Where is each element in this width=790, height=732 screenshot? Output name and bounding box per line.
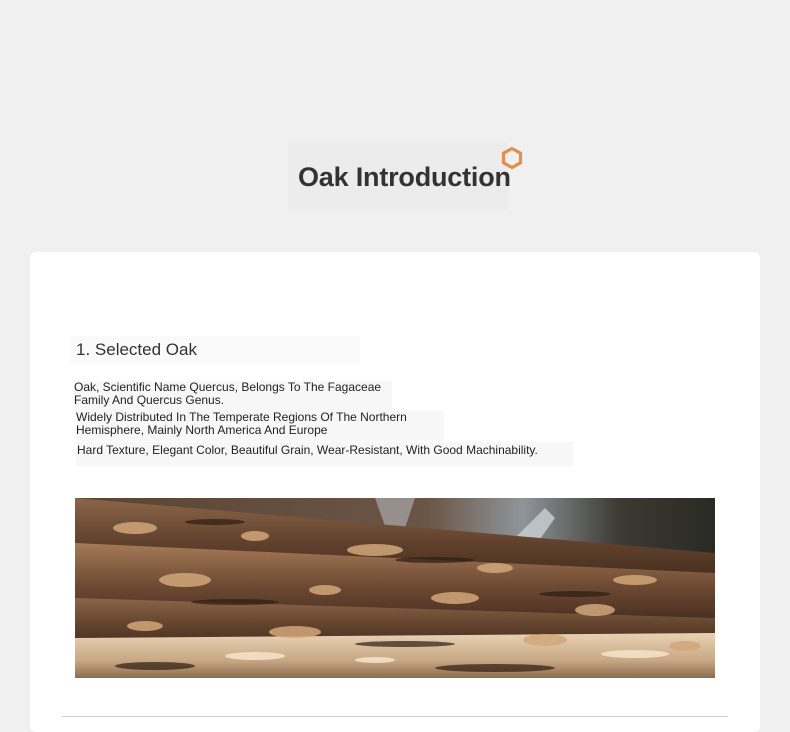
paragraph-line: Widely Distributed In The Temperate Regions Of The Northern (76, 410, 407, 424)
oak-logs-illustration (75, 498, 715, 678)
page-title: Oak Introduction (298, 162, 511, 192)
page-header (0, 0, 790, 252)
paragraph-line: Hard Texture, Elegant Color, Beautiful Grain, Wear-Resistant, With Good Machinability. (77, 443, 538, 457)
paragraph-line: Family And Quercus Genus. (74, 393, 225, 407)
paragraph-classification (74, 381, 392, 411)
paragraph-line: Hemisphere, Mainly North America And Europe (76, 423, 328, 437)
oak-logs-photo (75, 498, 715, 678)
paragraph-distribution (76, 411, 444, 441)
section-heading: 1. Selected Oak (76, 340, 197, 359)
paragraph-properties (76, 442, 573, 466)
hexagon-icon (500, 146, 524, 170)
paragraph-line: Oak, Scientific Name Quercus, Belongs To The Fagaceae (74, 380, 382, 394)
